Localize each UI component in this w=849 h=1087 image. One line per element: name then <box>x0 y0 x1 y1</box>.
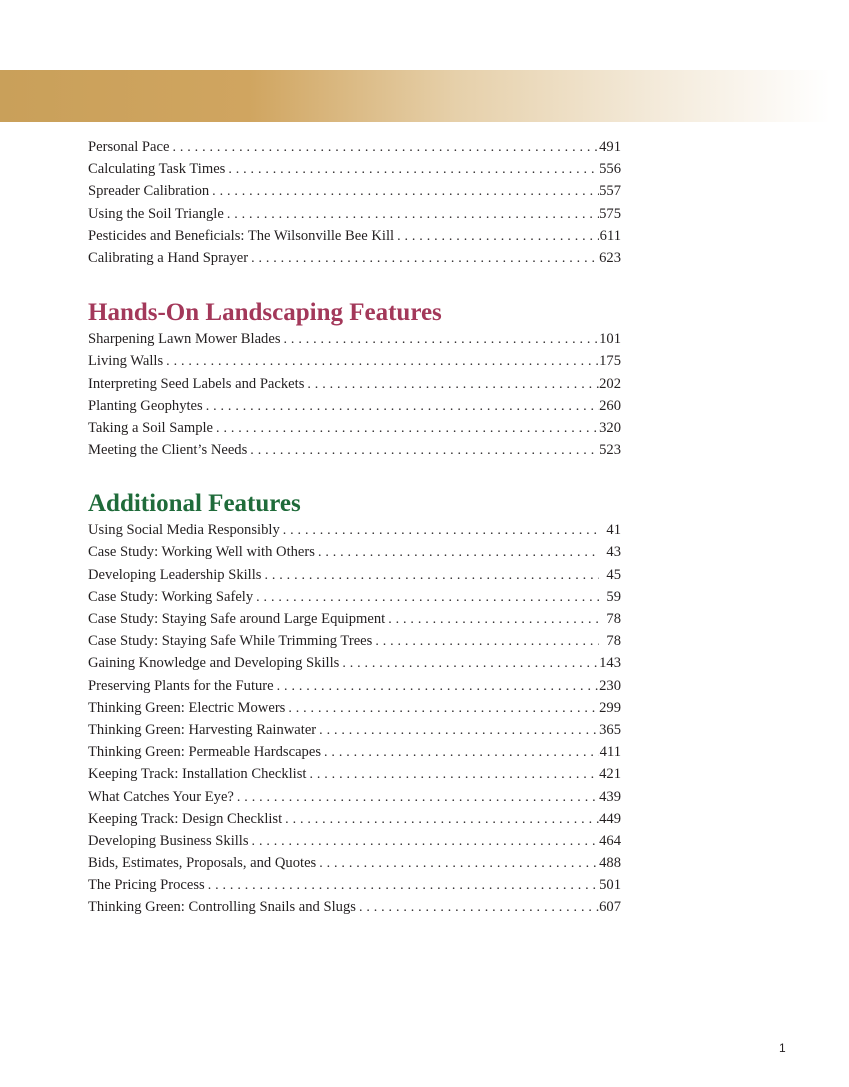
toc-entry-page: 488 <box>599 855 621 872</box>
dot-leader <box>234 787 599 809</box>
toc-entry-title: Using the Soil Triangle <box>88 205 224 222</box>
dot-leader <box>274 676 599 698</box>
toc-entry-page: 557 <box>599 183 621 200</box>
page-number: 1 <box>779 1041 786 1055</box>
toc-entry <box>88 741 621 763</box>
toc-entry-title: Personal Pace <box>88 139 170 155</box>
toc-entry-page: 623 <box>599 249 621 266</box>
dot-leader <box>385 609 599 631</box>
toc-entry-page: 260 <box>599 397 621 414</box>
toc-entry <box>88 350 621 372</box>
dot-leader <box>316 853 599 875</box>
toc-entry <box>88 564 621 586</box>
toc-entry-title: Pesticides and Beneficials: The Wilsonville Bee Kill <box>88 227 395 244</box>
dot-leader <box>321 742 599 764</box>
dot-leader <box>249 831 599 853</box>
toc-entry-title: Interpreting Seed Labels and Packets <box>88 375 305 392</box>
dot-leader <box>225 159 599 181</box>
dot-leader <box>315 542 599 564</box>
toc-entry <box>88 328 621 350</box>
toc-entry <box>88 608 621 630</box>
toc-entry-page: 421 <box>599 766 621 783</box>
toc-entry-page: 449 <box>599 810 621 827</box>
toc-entry <box>88 586 621 608</box>
toc-entry-title: Case Study: Working Well with Others <box>88 544 315 561</box>
dot-leader <box>209 181 599 203</box>
toc-entry-page: 45 <box>606 566 621 583</box>
toc-entry <box>88 180 621 202</box>
toc-entry <box>88 852 621 874</box>
toc-entry-title: Case Study: Working Safely <box>88 588 254 605</box>
toc-entry-title: Spreader Calibration <box>88 183 210 200</box>
toc-entry-title: Preserving Plants for the Future <box>88 677 274 694</box>
toc-entry <box>88 203 621 225</box>
toc-entry <box>88 896 621 918</box>
toc-entry-title: Developing Leadership Skills <box>88 566 262 583</box>
toc-entry <box>88 763 621 785</box>
hands-on-heading: Hands-On Landscaping Features <box>88 299 442 327</box>
toc-entry-title: Taking a Soil Sample <box>88 419 214 436</box>
dot-leader <box>372 631 599 653</box>
toc-entry-title: Calibrating a Hand Sprayer <box>88 249 249 266</box>
toc-entry-page: 607 <box>599 899 621 916</box>
toc-entry-title: Calculating Task Times <box>88 161 226 178</box>
dot-leader <box>394 226 599 248</box>
toc-entry-title: Living Walls <box>88 353 164 370</box>
toc-entry-title: Bids, Estimates, Proposals, and Quotes <box>88 855 317 872</box>
toc-entry-title: Using Social Media Responsibly <box>88 522 280 539</box>
dot-leader <box>304 374 599 396</box>
dot-leader <box>169 137 599 159</box>
toc-entry <box>88 439 621 461</box>
additional-features-list <box>88 519 621 918</box>
hands-on-list <box>88 328 621 461</box>
toc-entry <box>88 541 621 563</box>
toc-entry <box>88 247 621 269</box>
toc-entry-page: 320 <box>599 419 621 436</box>
toc-entry-title: What Catches Your Eye? <box>88 788 234 805</box>
dot-leader <box>339 653 599 675</box>
toc-entry-title: Thinking Green: Harvesting Rainwater <box>88 721 317 738</box>
additional-features-heading: Additional Features <box>88 490 301 518</box>
toc-entry <box>88 225 621 247</box>
toc-entry-title: The Pricing Process <box>88 877 205 894</box>
toc-entry <box>88 808 621 830</box>
toc-entry-page: 523 <box>599 442 621 459</box>
toc-entry-page: 365 <box>599 721 621 738</box>
toc-entry-title: Case Study: Staying Safe around Large Equipment <box>88 611 386 627</box>
toc-entry-page: 501 <box>599 877 621 894</box>
toc-entry-page: 41 <box>606 522 621 539</box>
toc-entry <box>88 830 621 852</box>
toc-entry-page: 464 <box>599 832 621 849</box>
toc-entry <box>88 874 621 896</box>
dot-leader <box>224 204 599 226</box>
dot-leader <box>282 809 599 831</box>
dot-leader <box>213 418 599 440</box>
dot-leader <box>261 565 599 587</box>
toc-entry <box>88 719 621 741</box>
toc-entry <box>88 675 621 697</box>
dot-leader <box>316 720 599 742</box>
dot-leader <box>281 329 599 351</box>
dot-leader <box>163 351 599 373</box>
dot-leader <box>280 520 599 542</box>
toc-entry-page: 556 <box>599 161 621 178</box>
toc-entry-page: 491 <box>599 139 621 155</box>
toc-entry <box>88 158 621 180</box>
toc-entry <box>88 373 621 395</box>
toc-entry <box>88 395 621 417</box>
toc-entry-page: 101 <box>599 331 621 348</box>
dot-leader <box>247 440 599 462</box>
toc-entry <box>88 786 621 808</box>
toc-entry-title: Keeping Track: Design Checklist <box>88 810 283 827</box>
toc-entry <box>88 519 621 541</box>
toc-entry-title: Keeping Track: Installation Checklist <box>88 766 307 783</box>
toc-entry-title: Gaining Knowledge and Developing Skills <box>88 655 340 672</box>
toc-entry-page: 78 <box>606 633 621 650</box>
toc-entry-page: 575 <box>599 205 621 222</box>
toc-entry-page: 143 <box>599 655 621 672</box>
toc-entry-page: 611 <box>599 227 621 244</box>
dot-leader <box>285 698 599 720</box>
toc-entry-title: Thinking Green: Electric Mowers <box>88 699 286 716</box>
toc-content <box>88 136 621 919</box>
toc-entry-page: 175 <box>599 353 621 370</box>
toc-entry-page: 78 <box>606 611 621 627</box>
toc-entry <box>88 417 621 439</box>
toc-entry-page: 299 <box>599 699 621 716</box>
dot-leader <box>306 764 599 786</box>
toc-entry-page: 202 <box>599 375 621 392</box>
toc-entry-page: 411 <box>599 744 621 761</box>
header-banner <box>0 70 830 122</box>
dot-leader <box>203 396 599 418</box>
toc-entry-title: Thinking Green: Controlling Snails and Slugs <box>88 899 356 916</box>
dot-leader <box>253 587 599 609</box>
toc-entry-title: Developing Business Skills <box>88 832 249 849</box>
toc-entry-title: Planting Geophytes <box>88 397 203 414</box>
toc-entry <box>88 630 621 652</box>
toc-entry-title: Meeting the Client’s Needs <box>88 442 248 459</box>
dot-leader <box>205 875 599 897</box>
toc-entry-page: 59 <box>606 588 621 605</box>
toc-entry <box>88 136 621 158</box>
toc-entry <box>88 652 621 674</box>
toc-entry-title: Case Study: Staying Safe While Trimming Trees <box>88 633 373 650</box>
toc-entry <box>88 697 621 719</box>
toc-entry-page: 439 <box>599 788 621 805</box>
dot-leader <box>356 897 599 919</box>
toc-entry-page: 43 <box>606 544 621 561</box>
math-features-list <box>88 136 621 269</box>
toc-entry-title: Sharpening Lawn Mower Blades <box>88 331 281 348</box>
toc-entry-title: Thinking Green: Permeable Hardscapes <box>88 744 322 761</box>
dot-leader <box>248 248 599 270</box>
toc-entry-page: 230 <box>599 677 621 694</box>
